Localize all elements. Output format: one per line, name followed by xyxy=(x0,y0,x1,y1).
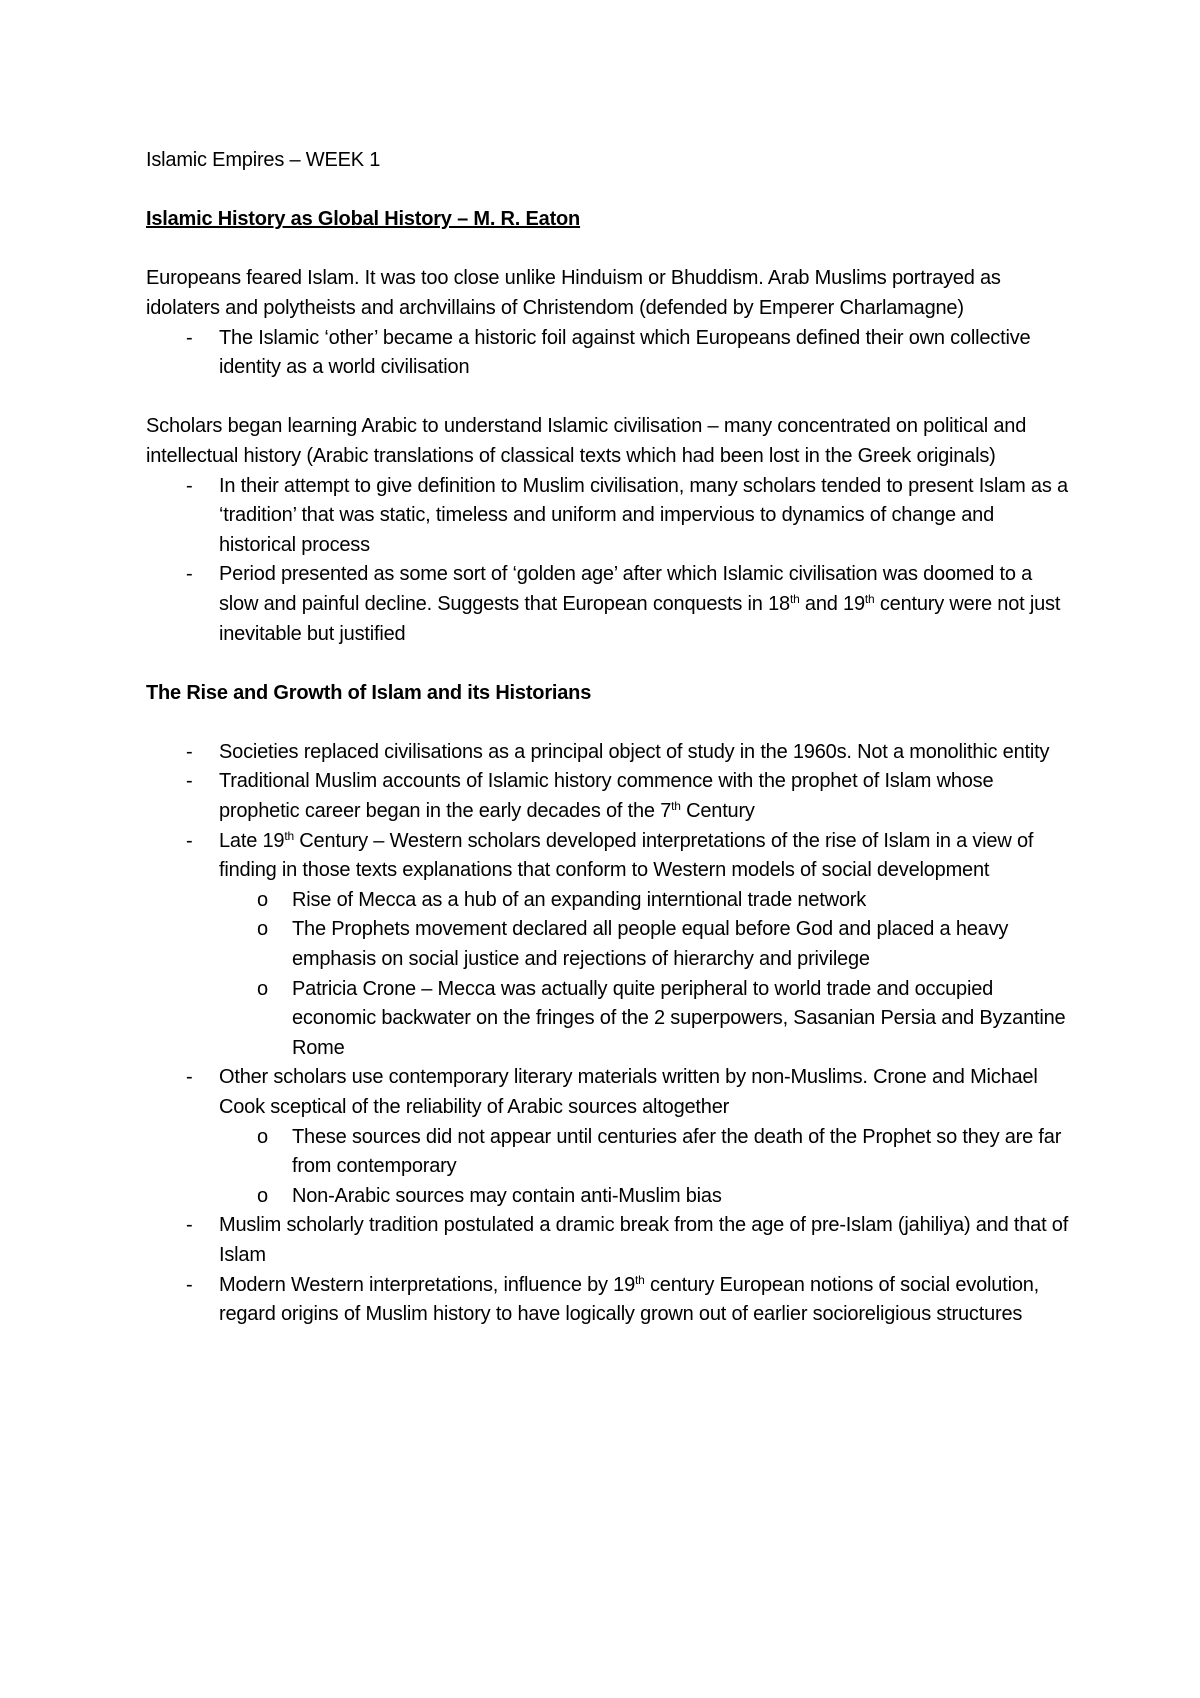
text-run: Century – Western scholars developed interpretations of the rise of Islam in a view of finding in those texts explanations that conform to Western models of social development xyxy=(219,829,1034,882)
document-title: Islamic Empires – WEEK 1 xyxy=(146,149,381,171)
list-item xyxy=(146,1271,1076,1330)
bullet-list-rise-and-growth xyxy=(146,738,1076,1330)
sub-list-item: o These sources did not appear until centuries afer the death of the Prophet so they are far from contemporary xyxy=(219,1123,1076,1182)
superscript: th xyxy=(671,799,681,814)
paragraph-scholars-arabic: Scholars began learning Arabic to understand Islamic civilisation – many concentrated on political and intellectual history (Arabic translations of classical texts which had been lost in the Greek originals) xyxy=(146,415,1027,467)
sub-bullet-list xyxy=(219,886,1076,1064)
paragraph-gap xyxy=(146,383,1076,413)
superscript: th xyxy=(789,591,800,606)
document-body xyxy=(146,146,1076,1330)
text-run: century European notions of social evolution, regard origins of Muslim history to have logically grown out of earlier socioreligious structures xyxy=(219,1273,1040,1326)
text-run: Traditional Muslim accounts of Islamic history commence with the prophet of Islam whose prophetic career began in the early decades of the 7 xyxy=(219,770,994,823)
bullet-list-islamic-other xyxy=(146,324,1076,383)
list-item xyxy=(146,827,1076,1064)
section-heading-rise-and-growth: The Rise and Growth of Islam and its Historians xyxy=(146,681,592,704)
list-item xyxy=(146,1063,1076,1211)
bullet-list-scholars xyxy=(146,472,1076,650)
text-run: Other scholars use contemporary literary materials written by non-Muslims. Crone and Michael Cook sceptical of the reliability of Arabic sources altogether xyxy=(219,1066,1038,1118)
list-item xyxy=(146,560,1076,649)
text-run: Century xyxy=(680,800,755,823)
superscript: th xyxy=(635,1272,645,1287)
text-run: and 19 xyxy=(799,592,865,615)
sub-list-item: o The Prophets movement declared all people equal before God and placed a heavy emphasis on social justice and rejections of hierarchy and privilege xyxy=(219,915,1076,974)
text-run: Period presented as some sort of ‘golden age’ after which Islamic civilisation was doomed to a slow and painful decline. Suggests that European conquests in 18 xyxy=(219,563,1033,615)
superscript: th xyxy=(284,828,294,843)
text-run: Late 19 xyxy=(219,829,285,852)
sub-bullet-list xyxy=(219,1123,1076,1212)
sub-list-item: o Non-Arabic sources may contain anti-Muslim bias xyxy=(219,1182,1076,1212)
paragraph-gap xyxy=(146,649,1076,679)
sub-list-item: o Rise of Mecca as a hub of an expanding interntional trade network xyxy=(219,886,1076,916)
section-heading-eaton: Islamic History as Global History – M. R. Eaton xyxy=(146,208,581,231)
sub-list-item: o Patricia Crone – Mecca was actually quite peripheral to world trade and occupied economic backwater on the fringes of the 2 superpowers, Sasanian Persia and Byzantine Rome xyxy=(219,975,1076,1064)
paragraph-europeans-feared-islam: Europeans feared Islam. It was too close unlike Hinduism or Bhuddism. Arab Muslims portrayed as idolaters and polytheists and archvillains of Christendom (defended by Emperer Charlamagne) xyxy=(146,267,1001,319)
list-item: - In their attempt to give definition to Muslim civilisation, many scholars tended to present Islam as a ‘tradition’ that was static, timeless and uniform and impervious to dynamics of change and historical process xyxy=(146,472,1076,561)
list-item: - Societies replaced civilisations as a principal object of study in the 1960s. Not a monolithic entity xyxy=(146,738,1076,768)
list-item: - The Islamic ‘other’ became a historic foil against which Europeans defined their own collective identity as a world civilisation xyxy=(146,324,1076,383)
superscript: th xyxy=(864,591,875,606)
list-item: - Muslim scholarly tradition postulated a dramic break from the age of pre-Islam (jahiliya) and that of Islam xyxy=(146,1211,1076,1270)
list-item xyxy=(146,767,1076,826)
text-run: Modern Western interpretations, influence by 19 xyxy=(219,1273,636,1296)
text-run: century were not just inevitable but justified xyxy=(219,592,1061,645)
